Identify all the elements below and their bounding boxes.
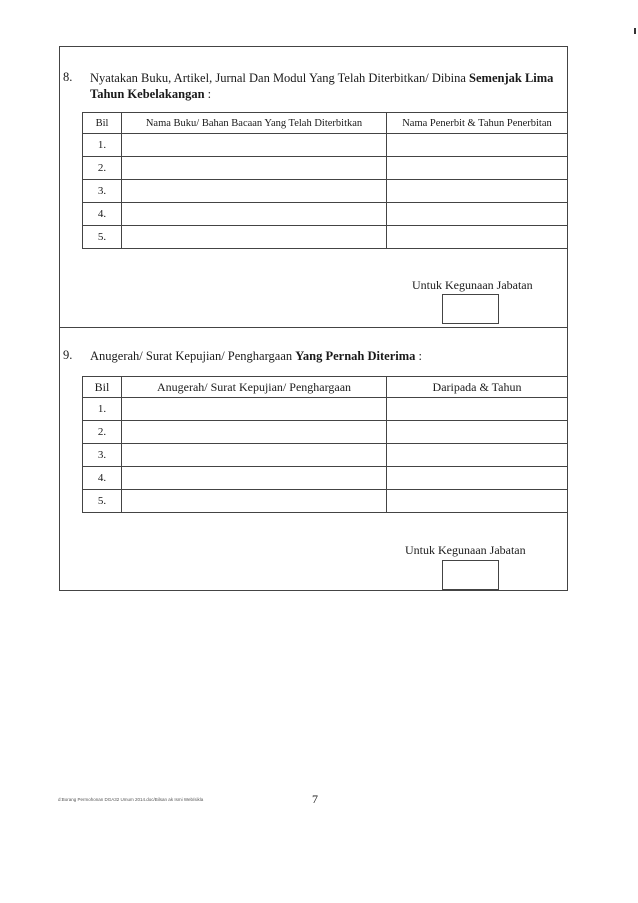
table-row	[83, 490, 568, 513]
section-9-office-label: Untuk Kegunaan Jabatan	[405, 543, 526, 557]
cell-award[interactable]	[122, 421, 387, 444]
cell-award[interactable]	[122, 467, 387, 490]
section-9-table	[82, 376, 568, 513]
row-number: 5.	[83, 226, 122, 249]
cell-title[interactable]	[122, 180, 387, 203]
cell-publisher[interactable]	[387, 134, 568, 157]
table-row	[83, 398, 568, 421]
col-daripada: Daripada & Tahun	[387, 377, 568, 398]
table-row	[83, 467, 568, 490]
section-9-office-box[interactable]	[442, 560, 499, 590]
section-9-text-bold: Yang Pernah Diterima	[295, 349, 416, 363]
cell-title[interactable]	[122, 134, 387, 157]
row-number: 2.	[83, 421, 122, 444]
col-penerbit: Nama Penerbit & Tahun Penerbitan	[387, 113, 568, 134]
section-divider	[59, 327, 568, 328]
page-number: 7	[312, 792, 318, 806]
row-number: 4.	[83, 467, 122, 490]
section-8-table	[82, 112, 568, 249]
row-number: 1.	[83, 398, 122, 421]
section-8-text-bold: Semenjak Lima Tahun Kebelakangan	[90, 71, 554, 101]
section-9-question	[90, 348, 560, 364]
section-8-question	[90, 70, 560, 102]
cell-award[interactable]	[122, 444, 387, 467]
table-row	[83, 180, 568, 203]
row-number: 3.	[83, 444, 122, 467]
footer-file-path: d:Borang Permohonan DGA32 Umum 2014.doc/Bilsan ak Ismi Web/sikla	[58, 797, 204, 802]
table-row	[83, 157, 568, 180]
cell-source-year[interactable]	[387, 467, 568, 490]
cell-title[interactable]	[122, 203, 387, 226]
table-row	[83, 226, 568, 249]
table-row	[83, 421, 568, 444]
section-8-text-end: :	[204, 87, 212, 101]
col-bil: Bil	[83, 113, 122, 134]
section-9-number: 9.	[63, 348, 73, 362]
col-anugerah: Anugerah/ Surat Kepujian/ Penghargaan	[122, 377, 387, 398]
cell-title[interactable]	[122, 226, 387, 249]
cell-source-year[interactable]	[387, 421, 568, 444]
table-row	[83, 444, 568, 467]
section-8-number: 8.	[63, 70, 73, 84]
row-number: 3.	[83, 180, 122, 203]
row-number: 4.	[83, 203, 122, 226]
section-9-text-end: :	[415, 349, 423, 363]
row-number: 1.	[83, 134, 122, 157]
cell-title[interactable]	[122, 157, 387, 180]
cell-award[interactable]	[122, 398, 387, 421]
section-8-office-label: Untuk Kegunaan Jabatan	[412, 278, 533, 292]
cell-publisher[interactable]	[387, 180, 568, 203]
table-row	[83, 134, 568, 157]
col-nama-buku: Nama Buku/ Bahan Bacaan Yang Telah Diterbitkan	[122, 113, 387, 134]
cell-award[interactable]	[122, 490, 387, 513]
scan-mark	[634, 28, 636, 34]
cell-publisher[interactable]	[387, 203, 568, 226]
section-9-text: Anugerah/ Surat Kepujian/ Penghargaan	[90, 349, 296, 363]
cell-source-year[interactable]	[387, 490, 568, 513]
section-8-office-box[interactable]	[442, 294, 499, 324]
cell-source-year[interactable]	[387, 398, 568, 421]
row-number: 5.	[83, 490, 122, 513]
cell-publisher[interactable]	[387, 157, 568, 180]
row-number: 2.	[83, 157, 122, 180]
table-row	[83, 203, 568, 226]
section-8-text: Nyatakan Buku, Artikel, Jurnal Dan Modul Yang Telah Diterbitkan/ Dibina	[90, 71, 470, 85]
cell-source-year[interactable]	[387, 444, 568, 467]
col-bil: Bil	[83, 377, 122, 398]
cell-publisher[interactable]	[387, 226, 568, 249]
